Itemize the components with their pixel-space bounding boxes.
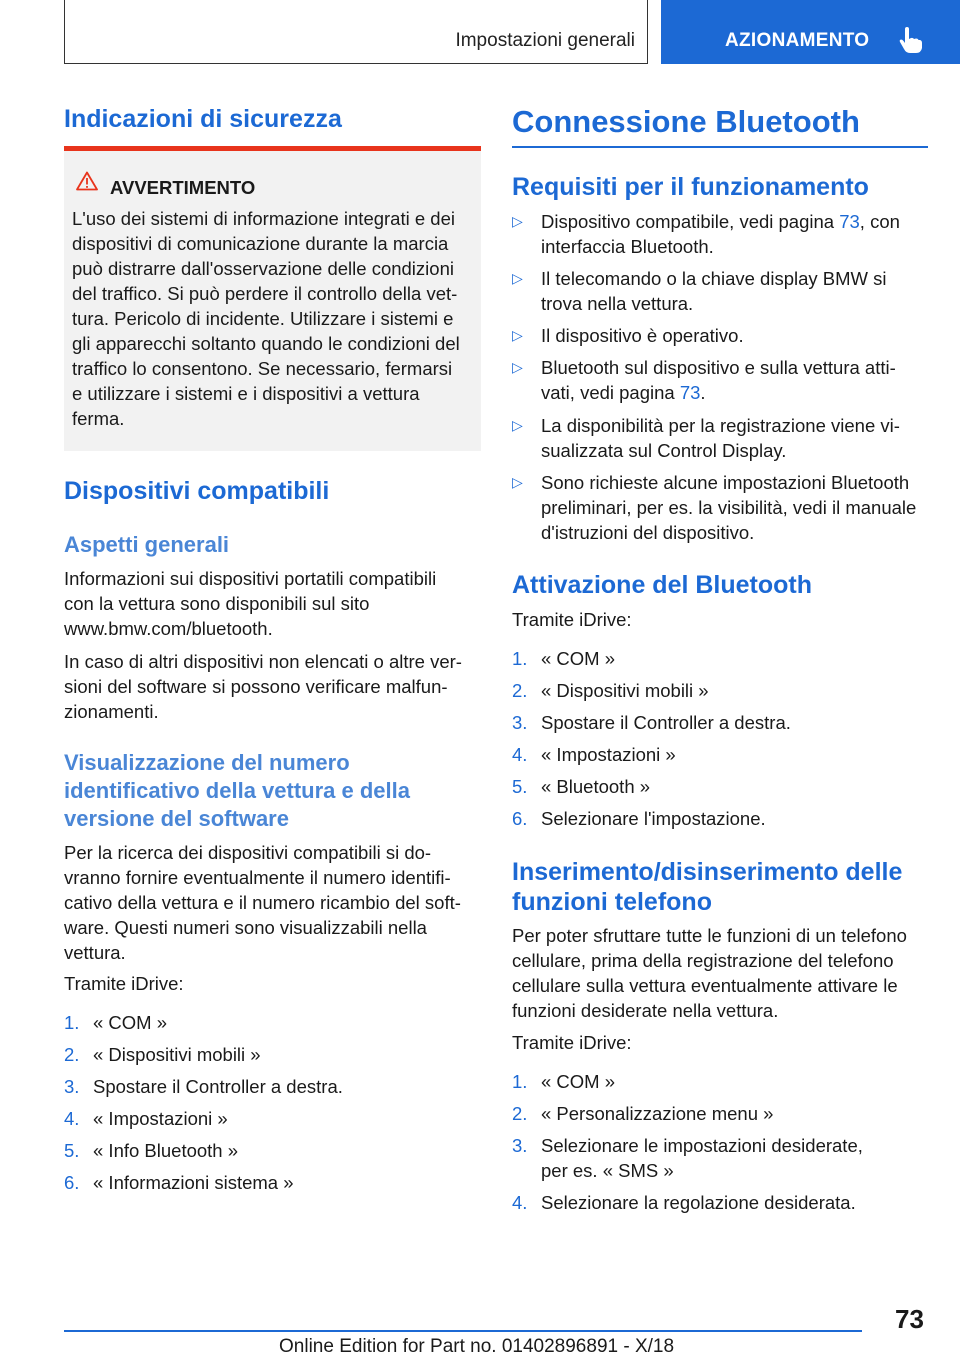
header-tab[interactable] bbox=[661, 0, 960, 64]
warning-label: AVVERTIMENTO bbox=[110, 177, 256, 198]
warning-triangle-icon bbox=[76, 171, 98, 191]
paragraph-other-devices: In caso di altri dispositivi non elencati o altre ver‐ sioni del software si possono verificare malfun‐ zionamenti. bbox=[64, 651, 462, 722]
bullet-triangle-icon: ▷ bbox=[512, 270, 523, 286]
paragraph-search: Per la ricerca dei dispositivi compatibili si do‐ vranno fornire eventualmente il numero identifi‐ cativo della vettura e il numero ricambio del soft‐ ware. Questi numeri sono visualizzabili nella vettura. bbox=[64, 842, 461, 963]
page-link[interactable]: 73 bbox=[679, 382, 701, 403]
page-link[interactable]: 73 bbox=[839, 211, 860, 232]
paragraph-idrive-left: Tramite iDrive: bbox=[64, 973, 184, 994]
warning-text: L'uso dei sistemi di informazione integrati e dei dispositivi di comunicazione durante la marcia può distrarre dall'osservazione delle condizioni del traffico. Si può perdere il controllo della vet‐ tura. Pericolo di incidente. Utilizzare i sistemi e gli apparecchi soltanto quando le condizioni del traffico lo consentono. Se necessario, fermarsi e utilizzare i sistemi e i dispositivi a vettura ferma. bbox=[72, 208, 460, 429]
subsection-title-vehicle-id: Visualizzazione del numero identificativo della vettura e della versione del software bbox=[64, 750, 410, 831]
bullet-triangle-icon: ▷ bbox=[512, 359, 523, 375]
footer-rule bbox=[64, 1330, 862, 1332]
page-title: Connessione Bluetooth bbox=[512, 104, 860, 139]
warning-box bbox=[64, 146, 481, 451]
paragraph-idrive-activation: Tramite iDrive: bbox=[512, 609, 632, 630]
paragraph-phone-functions: Per poter sfruttare tutte le funzioni di un telefono cellulare, prima della registrazione del telefono cellulare sulla vettura eventualmente attivare le funzioni desiderate nella vettura. bbox=[512, 925, 907, 1021]
bullet-triangle-icon: ▷ bbox=[512, 417, 523, 433]
bullet-triangle-icon: ▷ bbox=[512, 327, 523, 343]
section-title-activation: Attivazione del Bluetooth bbox=[512, 571, 812, 599]
left-title: Indicazioni di sicurezza bbox=[64, 105, 342, 133]
footer-edition: Online Edition for Part no. 01402896891 - X/18 bbox=[279, 1336, 675, 1357]
title-rule bbox=[512, 146, 928, 148]
header-section-box bbox=[64, 0, 648, 64]
section-title-phone-functions: Inserimento/disinserimento delle funzioni telefono bbox=[512, 858, 903, 916]
bullet-triangle-icon: ▷ bbox=[512, 213, 523, 229]
header-section-title: Impostazioni generali bbox=[455, 30, 635, 51]
subsection-title-general: Aspetti generali bbox=[64, 532, 230, 557]
bullet-triangle-icon: ▷ bbox=[512, 474, 523, 490]
header-tab-label: AZIONAMENTO bbox=[725, 30, 870, 51]
section-title-requirements: Requisiti per il funzionamento bbox=[512, 173, 869, 201]
page-number: 73 bbox=[895, 1304, 924, 1334]
hand-pointer-icon bbox=[897, 26, 923, 54]
paragraph-info: Informazioni sui dispositivi portatili compatibili con la vettura sono disponibili sul sito www.bmw.com/bluetooth. bbox=[64, 568, 437, 639]
section-title-compatible: Dispositivi compatibili bbox=[64, 477, 330, 505]
paragraph-idrive-phone: Tramite iDrive: bbox=[512, 1032, 632, 1053]
